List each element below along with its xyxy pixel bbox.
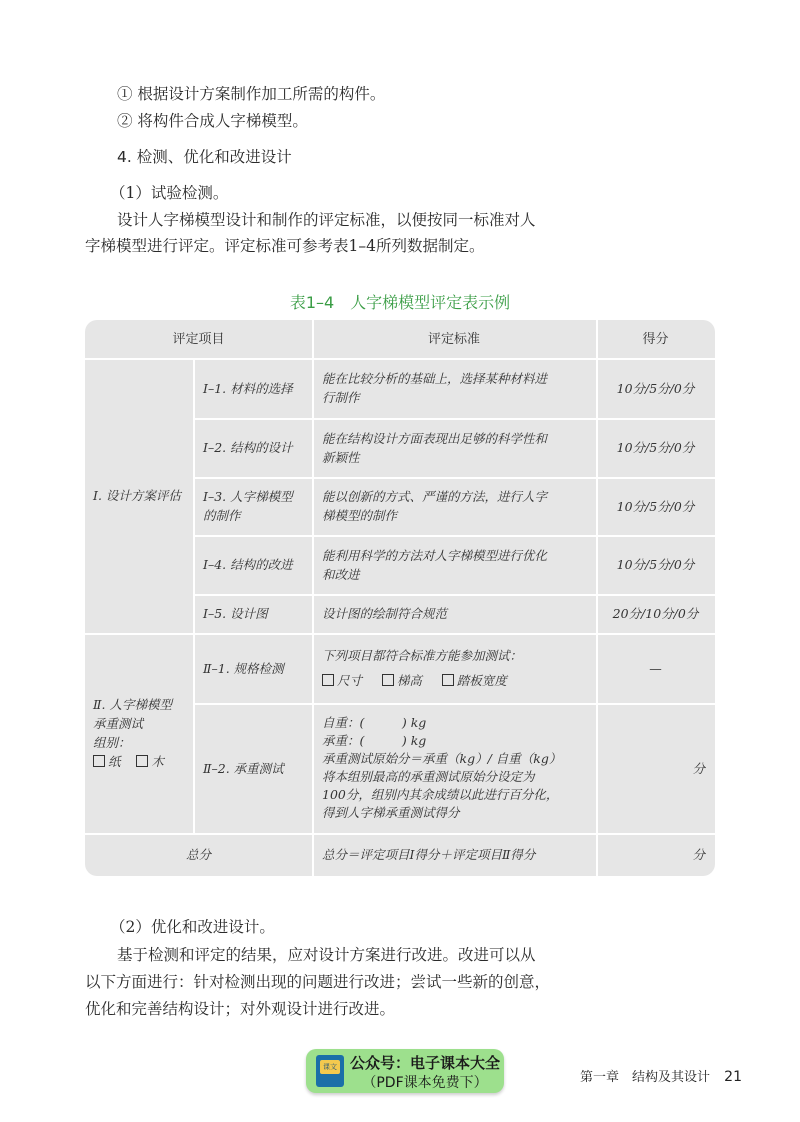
row-2-criteria-line: 新颖性 <box>322 449 360 465</box>
page-footer <box>580 1066 742 1085</box>
header-criteria: 评定标准 <box>427 331 480 347</box>
section-heading: 4. 检测、优化和改进设计 <box>117 148 292 166</box>
size-checkbox[interactable] <box>322 674 334 686</box>
row-3-item-line: Ⅰ–3. 人字梯模型 <box>203 489 293 504</box>
row-3-score: 10分/5分/0分 <box>616 498 695 514</box>
header-item: 评定项目 <box>172 331 225 347</box>
total-criteria: 总分＝评定项目Ⅰ得分＋评定项目Ⅱ得分 <box>322 847 536 862</box>
normalization-line: 将本组别最高的承重测试原始分设定为 <box>322 769 535 784</box>
paragraph-2-line-1: 基于检测和评定的结果，应对设计方案进行改进。改进可以从 <box>117 946 536 964</box>
row-2-score: 10分/5分/0分 <box>616 440 695 455</box>
row-4-criteria <box>312 535 596 594</box>
total-score: 分 <box>692 847 705 862</box>
formula-line: 承重测试原始分＝承重（kg）/ 自重（kg） <box>322 751 562 766</box>
row-4-score: 10分/5分/0分 <box>616 557 695 572</box>
badge-line-2: （PDF课本免费下） <box>362 1075 488 1091</box>
evaluation-table <box>85 320 715 876</box>
row-2-item: Ⅰ–2. 结构的设计 <box>203 440 293 455</box>
row-2-criteria-line: 能在结构设计方面表现出足够的科学性和 <box>322 430 548 446</box>
normalization-line: 得到人字梯承重测试得分 <box>322 805 460 820</box>
spec-check-options <box>322 671 507 690</box>
row-5-item: Ⅰ–5. 设计图 <box>203 606 268 621</box>
sub-heading-2: （2）优化和改进设计。 <box>110 918 275 936</box>
spec-check-score: — <box>649 660 662 676</box>
chapter-title: 第一章 结构及其设计 <box>580 1070 711 1085</box>
table-caption: 表1–4 人字梯模型评定表示例 <box>289 293 511 312</box>
height-checkbox[interactable] <box>382 674 394 686</box>
badge-line-1: 公众号：电子课本大全 <box>350 1054 501 1072</box>
paper-checkbox[interactable] <box>93 755 105 767</box>
row-1-score: 10分/5分/0分 <box>616 380 695 396</box>
row-3-criteria-line: 能以创新的方式、严谨的方法，进行人字 <box>322 489 548 504</box>
load-weight-line: 承重：( ) kg <box>322 733 427 748</box>
self-weight-line: 自重：( ) kg <box>322 715 427 730</box>
load-test-item: Ⅱ–2. 承重测试 <box>203 760 284 776</box>
row-5-criteria: 设计图的绘制符合规范 <box>322 606 448 621</box>
row-3-criteria <box>312 477 596 535</box>
paper-option-label: 纸 <box>108 754 121 769</box>
paragraph-2-line-3: 优化和完善结构设计；对外观设计进行改进。 <box>85 1000 396 1018</box>
watermark-badge <box>306 1049 504 1093</box>
total-label: 总分 <box>185 847 211 862</box>
book-icon-text: 课文 <box>320 1060 340 1074</box>
row-1-criteria-line: 行制作 <box>322 390 360 405</box>
row-3-item-line: 的制作 <box>203 508 241 523</box>
group-1-label: Ⅰ. 设计方案评估 <box>93 488 181 503</box>
group-options <box>93 752 164 771</box>
height-label: 梯高 <box>396 673 422 688</box>
row-1-item: Ⅰ–1. 材料的选择 <box>203 380 293 396</box>
page-number: 21 <box>724 1069 742 1085</box>
wood-checkbox[interactable] <box>136 755 148 767</box>
row-1-criteria <box>312 358 596 418</box>
step-2-text: ② 将构件合成人字梯模型。 <box>117 112 308 130</box>
normalization-line: 100分，组别内其余成绩以此进行百分化， <box>322 787 559 802</box>
group-2-label <box>85 633 193 833</box>
row-4-criteria-line: 和改进 <box>322 566 360 582</box>
group-2-label-line: 承重测试 <box>93 716 144 731</box>
wood-option-label: 木 <box>151 754 164 769</box>
load-test-score: 分 <box>692 760 705 776</box>
paragraph-1-line-2: 字梯模型进行评定。评定标准可参考表1–4所列数据制定。 <box>85 237 485 255</box>
row-3-item <box>193 477 312 535</box>
spec-check-item: Ⅱ–1. 规格检测 <box>203 660 284 676</box>
paragraph-1-line-1: 设计人字梯模型设计和制作的评定标准，以便按同一标准对人 <box>117 211 536 229</box>
tread-width-label: 踏板宽度 <box>456 673 507 688</box>
group-2-label-line: 组别： <box>93 735 131 750</box>
row-1-criteria-line: 能在比较分析的基础上，选择某种材料进 <box>322 371 548 386</box>
paragraph-2-line-2: 以下方面进行：针对检测出现的问题进行改进；尝试一些新的创意， <box>85 973 551 991</box>
size-label: 尺寸 <box>337 673 363 688</box>
header-score: 得分 <box>642 331 669 347</box>
row-2-criteria <box>312 418 596 477</box>
book-icon <box>316 1055 344 1087</box>
group-2-label-line: Ⅱ. 人字梯模型 <box>93 697 172 712</box>
spec-check-instruction: 下列项目都符合标准方能参加测试： <box>322 648 523 663</box>
spec-check-criteria <box>312 633 596 703</box>
sub-heading-1: （1）试验检测。 <box>110 184 229 202</box>
row-5-score: 20分/10分/0分 <box>612 606 699 621</box>
row-4-criteria-line: 能利用科学的方法对人字梯模型进行优化 <box>322 547 548 563</box>
tread-width-checkbox[interactable] <box>442 674 454 686</box>
step-1-text: ① 根据设计方案制作加工所需的构件。 <box>117 85 386 103</box>
row-3-criteria-line: 梯模型的制作 <box>322 508 398 523</box>
row-4-item: Ⅰ–4. 结构的改进 <box>203 557 293 572</box>
load-test-criteria <box>312 703 596 833</box>
